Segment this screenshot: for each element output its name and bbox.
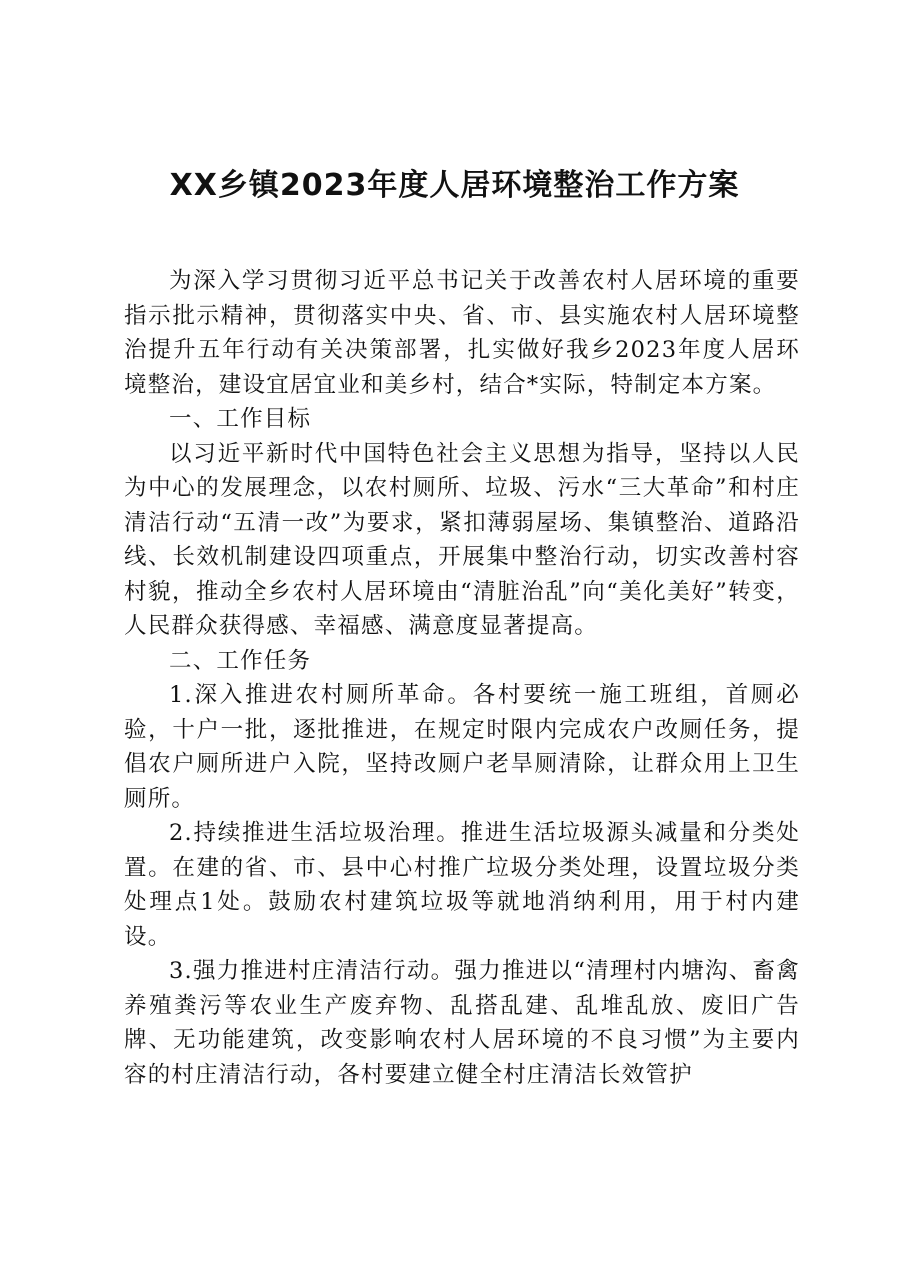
task-2-paragraph: 2.持续推进生活垃圾治理。推进生活垃圾源头减量和分类处置。在建的省、市、县中心村推广垃圾分类处理，设置垃圾分类处理点1处。鼓励农村建筑垃圾等就地消纳利用，用于村内建设。 bbox=[124, 820, 800, 950]
section-heading-tasks: 二、工作任务 bbox=[169, 647, 312, 674]
goals-paragraph: 以习近平新时代中国特色社会主义思想为指导，坚持以人民为中心的发展理念，以农村厕所、垃圾、污水“三大革命”和村庄清洁行动“五清一改”为要求，紧扣薄弱屋场、集镇整治、道路沿线、长效机制建设四项重点，开展集中整治行动，切实改善村容村貌，推动全乡农村人居环境由“清脏治乱”向“美化美好”转变，人民群众获得感、幸福感、满意度显著提高。 bbox=[124, 440, 800, 639]
task-3-paragraph: 3.强力推进村庄清洁行动。强力推进以“清理村内塘沟、畜禽养殖粪污等农业生产废弃物、乱搭乱建、乱堆乱放、废旧广告牌、无功能建筑，改变影响农村人居环境的不良习惯”为主要内容的村庄清洁行动，各村要建立健全村庄清洁长效管护 bbox=[124, 958, 800, 1088]
document-body bbox=[124, 264, 800, 1092]
document-title: XX乡镇2023年度人居环境整治工作方案 bbox=[169, 168, 740, 203]
task-1-paragraph: 1.深入推进农村厕所革命。各村要统一施工班组，首厕必验，十户一批，逐批推进，在规定时限内完成农户改厕任务，提倡农户厕所进户入院，坚持改厕户老旱厕清除，让群众用上卫生厕所。 bbox=[124, 682, 800, 812]
section-heading-goals: 一、工作目标 bbox=[169, 406, 312, 432]
intro-paragraph: 为深入学习贯彻习近平总书记关于改善农村人居环境的重要指示批示精神，贯彻落实中央、省、市、县实施农村人居环境整治提升五年行动有关决策部署，扎实做好我乡2023年度人居环境整治，建设宜居宜业和美乡村，结合*实际，特制定本方案。 bbox=[124, 268, 800, 398]
